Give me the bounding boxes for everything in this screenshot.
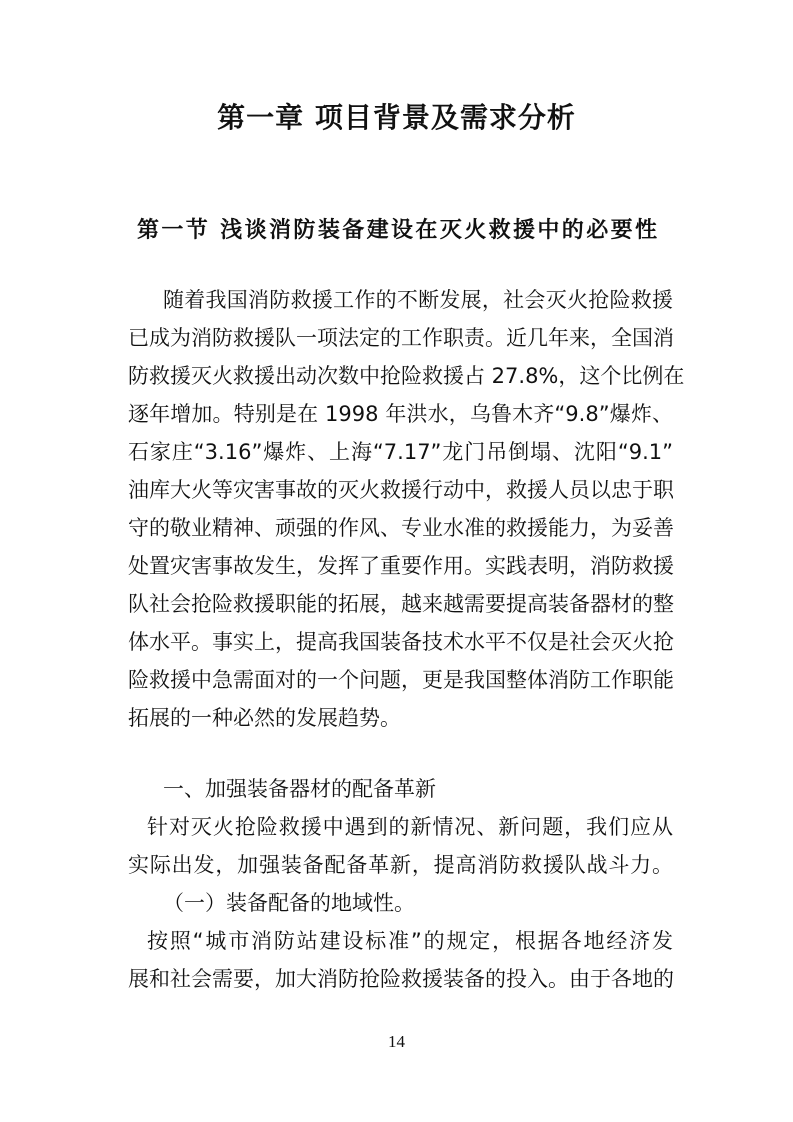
text-line: 体水平。事实上，提高我国装备技术水平不仅是社会灭火抢 bbox=[128, 630, 674, 654]
text-line: 防救援灭火救援出动次数中抢险救援占 27.8%，这个比例在 bbox=[128, 364, 685, 388]
text-line: 随着我国消防救援工作的不断发展，社会灭火抢险救援 bbox=[163, 288, 673, 312]
text-line: 处置灾害事故发生，发挥了重要作用。实践表明，消防救援 bbox=[128, 554, 674, 578]
text-line: 险救援中急需面对的一个问题，更是我国整体消防工作职能 bbox=[128, 668, 674, 692]
text-line: 石家庄“3.16”爆炸、上海“7.17”龙门吊倒塌、沈阳“9.1” bbox=[128, 440, 673, 464]
paragraph-1 bbox=[128, 281, 685, 737]
text-line: 守的敬业精神、顽强的作风、专业水准的救援能力，为妥善 bbox=[128, 516, 674, 540]
text-line: 已成为消防救援队一项法定的工作职责。近几年来，全国消 bbox=[128, 326, 674, 350]
text-line: 按照“城市消防站建设标准”的规定，根据各地经济发 bbox=[147, 929, 673, 953]
text-line: 队社会抢险救援职能的拓展，越来越需要提高装备器材的整 bbox=[128, 592, 674, 616]
section-body bbox=[128, 770, 673, 998]
text-line: 针对灭火抢险救援中遇到的新情况、新问题，我们应从 bbox=[147, 815, 673, 839]
chapter-title: 第一章 项目背景及需求分析 bbox=[217, 101, 576, 134]
section-title: 第一节 浅谈消防装备建设在灭火救援中的必要性 bbox=[137, 218, 657, 243]
subheading: 一、加强装备器材的配备革新 bbox=[163, 777, 436, 801]
text-line: 拓展的一种必然的发展趋势。 bbox=[128, 706, 401, 730]
text-line: 逐年增加。特别是在 1998 年洪水，乌鲁木齐“9.8”爆炸、 bbox=[128, 402, 673, 426]
text-line: 油库大火等灾害事故的灭火救援行动中，救援人员以忠于职 bbox=[128, 478, 674, 502]
subheading: （一）装备配备的地域性。 bbox=[163, 891, 415, 915]
text-line: 展和社会需要，加大消防抢险救援装备的投入。由于各地的 bbox=[128, 967, 674, 991]
page-number: 14 bbox=[388, 1032, 405, 1051]
text-line: 实际出发，加强装备配备革新，提高消防救援队战斗力。 bbox=[128, 853, 673, 877]
